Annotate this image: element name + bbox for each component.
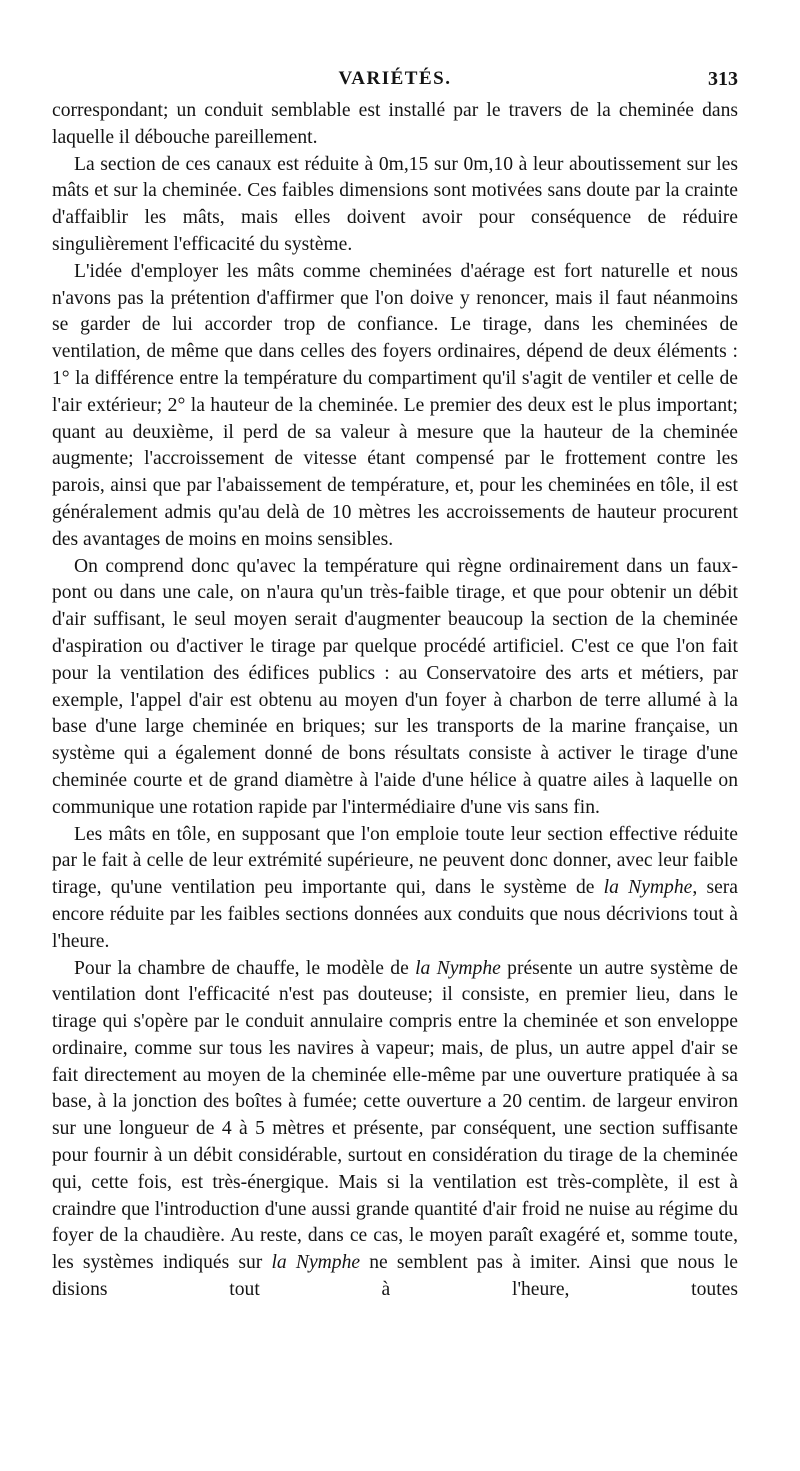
text-run: Pour la chambre de chauffe, le modèle de (74, 957, 416, 979)
paragraph (52, 259, 738, 554)
italic-ship-name: la Nymphe (415, 957, 501, 979)
body-text (52, 98, 738, 1304)
text-run: ne semblent pas à imiter. Ainsi que nous le disions tout à l'heure, toutes (52, 1252, 738, 1301)
page-number: 313 (708, 68, 738, 90)
text-run: La section de ces canaux est réduite à 0m,15 sur 0m,10 à leur aboutissement sur les mâts et sur la cheminée. Ces faibles dimensions sont motivées sans doute par la crainte d'affaiblir les mâts, mais elles doivent avoir pour conséquence de réduire singulièrement l'efficacité du système. (52, 153, 738, 255)
text-run: L'idée d'employer les mâts comme cheminées d'aérage est fort naturelle et nous n'avons pas la prétention d'affirmer que l'on doive y renoncer, mais il faut néanmoins se garder de lui accorder trop de confiance. Le tirage, dans les cheminées de ventilation, de même que dans celles des foyers ordinaires, dépend de deux éléments : 1° la différence entre la température du compartiment qu'il s'agit de ventiler et celle de l'air extérieur; 2° la hauteur de la cheminée. Le premier des deux est le plus important; quant au deuxième, il perd de sa valeur à mesure que la hauteur de la cheminée augmente; l'accroissement de vitesse étant compensé par le frottement contre les parois, ainsi que par l'abaissement de température, et, pour les cheminées en tôle, il est généralement admis qu'au delà de 10 mètres les accroissements de hauteur procurent des avantages de moins en moins sensibles. (52, 260, 738, 550)
text-run: Les mâts en tôle, en supposant que l'on emploie toute leur section effective réduite par le fait à celle de leur extrémité supérieure, ne peuvent donc donner, avec leur faible tirage, qu'une ventilation peu importante qui, dans le système de (52, 823, 738, 899)
paragraph (52, 554, 738, 822)
paragraph (52, 822, 738, 956)
paragraph (52, 152, 738, 259)
italic-ship-name: la Nymphe (603, 877, 693, 899)
running-head (52, 62, 738, 96)
text-run: On comprend donc qu'avec la température qui règne ordinairement dans un faux-pont ou dans une cale, on n'aura qu'un très-faible tirage, et que pour obtenir un débit d'air suffisant, le seul moyen serait d'augmenter beaucoup la section de la cheminée d'aspiration ou d'activer le tirage par quelque procédé artificiel. C'est ce que l'on fait pour la ventilation des édifices publics : au Conservatoire des arts et métiers, par exemple, l'appel d'air est obtenu au moyen d'un foyer à charbon de terre allumé à la base d'une large cheminée en briques; sur les transports de la marine française, un système qui a également donné de bons résultats consiste à activer le tirage d'une cheminée courte et de grand diamètre à l'aide d'une hélice à quatre ailes à laquelle on communique une rotation rapide par l'intermédiaire d'une vis sans fin. (52, 555, 738, 818)
paragraph (52, 98, 738, 152)
text-run: , sera encore réduite par les faibles sections données aux conduits que nous décrivions tout à l'heure. (52, 877, 739, 952)
italic-ship-name: la Nymphe (271, 1252, 361, 1274)
paragraph (52, 956, 738, 1304)
running-title: VARIÉTÉS. (338, 68, 452, 89)
text-run: présente un autre système de ventilation dont l'efficacité n'est pas douteuse; il consiste, en premier lieu, dans le tirage qui s'opère par le conduit annulaire compris entre la cheminée et son enveloppe ordinaire, comme sur tous les navires à vapeur; mais, de plus, un autre appel d'air se fait directement au moyen de la cheminée elle-même par une ouverture pratiquée à sa base, à la jonction des boîtes à fumée; cette ouverture a 20 centim. de largeur environ sur une longueur de 4 à 5 mètres et présente, par conséquent, une section suffisante pour fournir à un débit considérable, surtout en considération du tirage de la cheminée qui, cette fois, est très-énergique. Mais si la ventilation est très-complète, il est à craindre que l'introduction d'une aussi grande quantité d'air froid ne nuise au régime du foyer de la chaudière. Au reste, dans ce cas, le moyen paraît exagéré et, somme toute, les systèmes indiqués sur (52, 957, 738, 1274)
text-run: correspondant; un conduit semblable est installé par le travers de la cheminée dans laquelle il débouche pareillement. (52, 100, 738, 148)
